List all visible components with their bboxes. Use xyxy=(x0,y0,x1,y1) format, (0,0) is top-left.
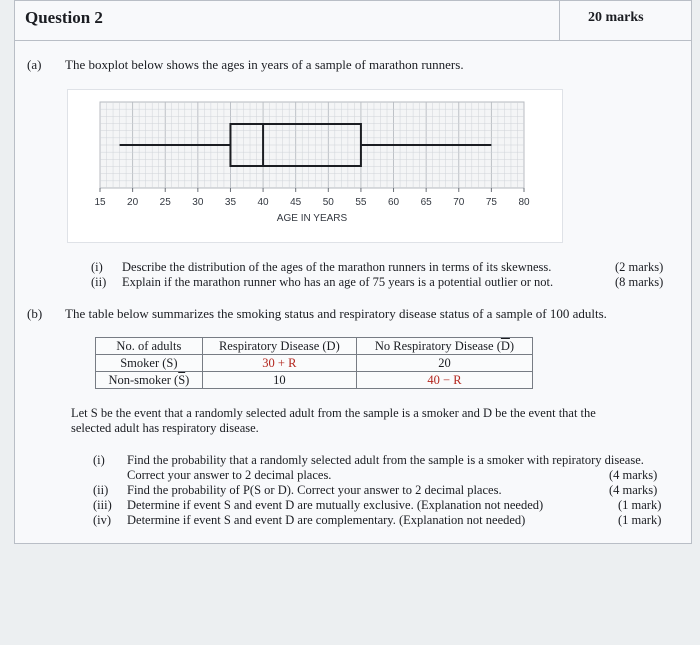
part-a-intro: The boxplot below shows the ages in years of a sample of marathon runners. xyxy=(65,57,464,72)
part-b-q3-num: (iii) xyxy=(93,498,112,512)
table-header-cell: Respiratory Disease (D) xyxy=(202,338,356,355)
table-row xyxy=(96,372,533,389)
boxplot-chart xyxy=(68,90,564,244)
question-title: Question 2 xyxy=(25,8,103,27)
part-a-q2-num: (ii) xyxy=(91,275,107,289)
part-a-q1-text: Describe the distribution of the ages of the marathon runners in terms of its skewness. xyxy=(122,260,552,274)
part-b-q4-marks: (1 mark) xyxy=(618,513,662,527)
tick-label: 70 xyxy=(453,197,465,208)
table-row xyxy=(96,355,533,372)
part-b-q1-marks: (4 marks) xyxy=(609,468,658,482)
table-header-cell: No. of adults xyxy=(96,338,203,355)
tick-label: 45 xyxy=(290,197,302,208)
boxplot-panel xyxy=(67,89,563,243)
table-header-row xyxy=(96,338,533,355)
tick-label: 50 xyxy=(322,197,334,208)
x-axis-label: AGE IN YEARS xyxy=(276,213,348,224)
part-a-q1-marks: (2 marks) xyxy=(615,260,664,274)
tick-label: 75 xyxy=(485,197,497,208)
table-cell: 30 + R xyxy=(202,355,356,372)
part-a-q2-marks: (8 marks) xyxy=(615,275,664,289)
part-b-q2-text: Find the probability of P(S or D). Correct your answer to 2 decimal places. xyxy=(127,483,502,497)
complement-s: $\overline{S}$ xyxy=(178,373,186,387)
tick-label: 30 xyxy=(192,197,204,208)
part-b-label: (b) xyxy=(27,306,43,321)
tick-label: 55 xyxy=(355,197,367,208)
question-card xyxy=(14,0,692,544)
part-a-label: (a) xyxy=(27,57,42,72)
part-b-q4-num: (iv) xyxy=(93,513,112,527)
complement-d: $\overline{D}$ xyxy=(500,339,510,353)
tick-label: 80 xyxy=(518,197,530,208)
part-b-q3-marks: (1 mark) xyxy=(618,498,662,512)
table-cell: 10 xyxy=(202,372,356,389)
table-cell: Non-smoker $(\overline{S})$ xyxy=(96,372,203,389)
table-cell: 20 xyxy=(356,355,532,372)
part-b-q2-marks: (4 marks) xyxy=(609,483,658,497)
part-b-q1-text: Find the probability that a randomly selected adult from the sample is a smoker with repiratory disease. xyxy=(127,453,644,467)
tick-label: 65 xyxy=(420,197,432,208)
tick-label: 35 xyxy=(224,197,237,208)
tick-label: 60 xyxy=(387,197,400,208)
tick-label: 40 xyxy=(257,197,269,208)
part-b-q4-text: Determine if event S and event D are complementary. (Explanation not needed) xyxy=(127,513,526,527)
part-b-stem-line2: selected adult has respiratory disease. xyxy=(71,421,259,435)
part-b-q3-text: Determine if event S and event D are mutually exclusive. (Explanation not needed) xyxy=(127,498,544,512)
part-b-intro: The table below summarizes the smoking status and respiratory disease status of a sample of 100 adults. xyxy=(65,306,607,321)
question-header xyxy=(15,1,691,41)
table-header-cell: No Respiratory Disease $(\overline{D})$ xyxy=(356,338,532,355)
part-a-q2-text: Explain if the marathon runner who has an age of 75 years is a potential outlier or not. xyxy=(122,275,554,289)
tick-label: 25 xyxy=(159,197,171,208)
part-b-q1-text2: Correct your answer to 2 decimal places. xyxy=(127,468,332,482)
tick-label: 15 xyxy=(94,197,106,208)
table-cell: Smoker (S) xyxy=(96,355,203,372)
tick-label: 20 xyxy=(127,197,139,208)
total-marks: 20 marks xyxy=(588,10,644,25)
table-cell: 40 − R xyxy=(356,372,532,389)
part-b-q2-num: (ii) xyxy=(93,483,109,497)
smoking-table xyxy=(95,337,533,389)
part-b-stem-line1: Let S be the event that a randomly selected adult from the sample is a smoker and D be the event that the xyxy=(71,406,596,420)
part-b-q1-num: (i) xyxy=(93,453,105,467)
header-divider xyxy=(559,1,560,40)
part-a-q1-num: (i) xyxy=(91,260,103,274)
